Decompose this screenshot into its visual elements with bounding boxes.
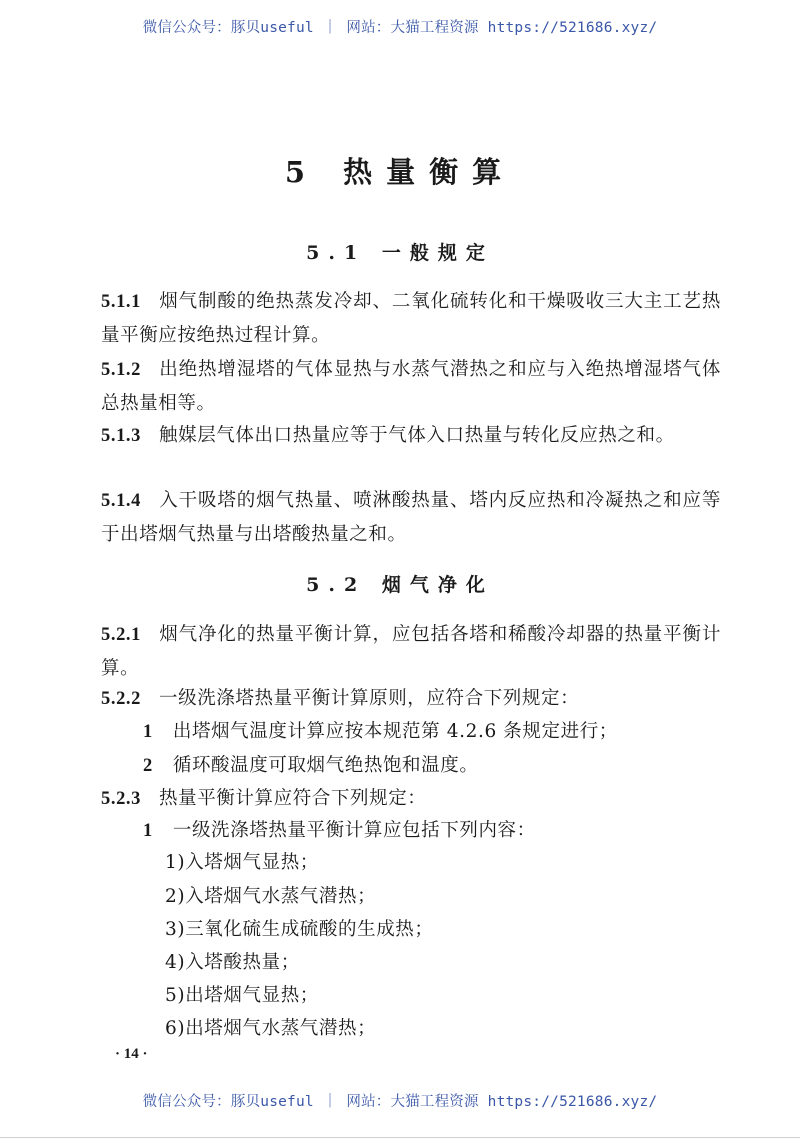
clause-number: 5.1.3	[101, 426, 141, 446]
chapter-title: 5 热量衡算	[284, 155, 516, 189]
clause-5-1-1	[101, 285, 721, 353]
sub-item: 1)入塔烟气显热；	[165, 852, 319, 873]
item-text: 循环酸温度可取烟气绝热饱和温度。	[172, 755, 479, 776]
clause-5-2-1	[101, 618, 721, 686]
clause-text: 出绝热增湿塔的气体显热与水蒸气潜热之和应与入绝热增湿塔气体总热量相等。	[101, 359, 721, 414]
clause-text: 热量平衡计算应符合下列规定：	[159, 788, 427, 809]
clause-number: 5.1.1	[101, 292, 141, 312]
watermark-top: 微信公众号：豚贝useful ｜ 网站：大猫工程资源 https://521686.xyz/	[142, 20, 658, 36]
clause-text: 入干吸塔的烟气热量、喷淋酸热量、塔内反应热和冷凝热之和应等于出塔烟气热量与出塔酸热量之和。	[101, 490, 721, 545]
section-title-5-2: 5.2 烟气净化	[306, 574, 494, 596]
clause-number: 5.2.2	[101, 689, 141, 709]
sub-item: 5)出塔烟气显热；	[165, 985, 319, 1006]
item-text: 一级洗涤塔热量平衡计算应包括下列内容：	[172, 820, 536, 841]
clause-text: 烟气净化的热量平衡计算，应包括各塔和稀酸冷却器的热量平衡计算。	[101, 624, 721, 679]
bottom-divider	[0, 1137, 800, 1138]
sub-item: 2)入塔烟气水蒸气潜热；	[165, 886, 377, 907]
clause-number: 5.1.2	[101, 360, 141, 380]
item-text: 出塔烟气温度计算应按本规范第 4.2.6 条规定进行；	[172, 721, 618, 742]
clause-number: 5.2.3	[101, 789, 141, 809]
clause-number: 5.1.4	[101, 491, 141, 511]
sub-item: 6)出塔烟气水蒸气潜热；	[165, 1018, 377, 1039]
list-item	[143, 749, 723, 783]
section-title-5-1: 5.1 一般规定	[306, 242, 494, 264]
sub-item: 4)入塔酸热量；	[165, 952, 300, 973]
item-number: 1	[143, 821, 153, 841]
clause-text: 一级洗涤塔热量平衡计算原则，应符合下列规定：	[159, 688, 580, 709]
page-number: · 14 ·	[115, 1046, 148, 1062]
list-item	[143, 715, 723, 749]
clause-5-1-2	[101, 353, 721, 421]
clause-5-2-3	[101, 782, 721, 816]
clause-5-1-4	[101, 484, 721, 552]
clause-5-2-2	[101, 682, 721, 716]
item-number: 1	[143, 722, 153, 742]
clause-text: 触媒层气体出口热量应等于气体入口热量与转化反应热之和。	[159, 425, 675, 446]
sub-item: 3)三氧化硫生成硫酸的生成热；	[165, 919, 434, 940]
watermark-bottom: 微信公众号：豚贝useful ｜ 网站：大猫工程资源 https://521686.xyz/	[142, 1094, 658, 1110]
clause-text: 烟气制酸的绝热蒸发冷却、二氧化硫转化和干燥吸收三大主工艺热量平衡应按绝热过程计算。	[101, 291, 721, 346]
list-item	[143, 814, 723, 848]
clause-5-1-3	[101, 419, 721, 453]
clause-number: 5.2.1	[101, 625, 141, 645]
item-number: 2	[143, 756, 153, 776]
